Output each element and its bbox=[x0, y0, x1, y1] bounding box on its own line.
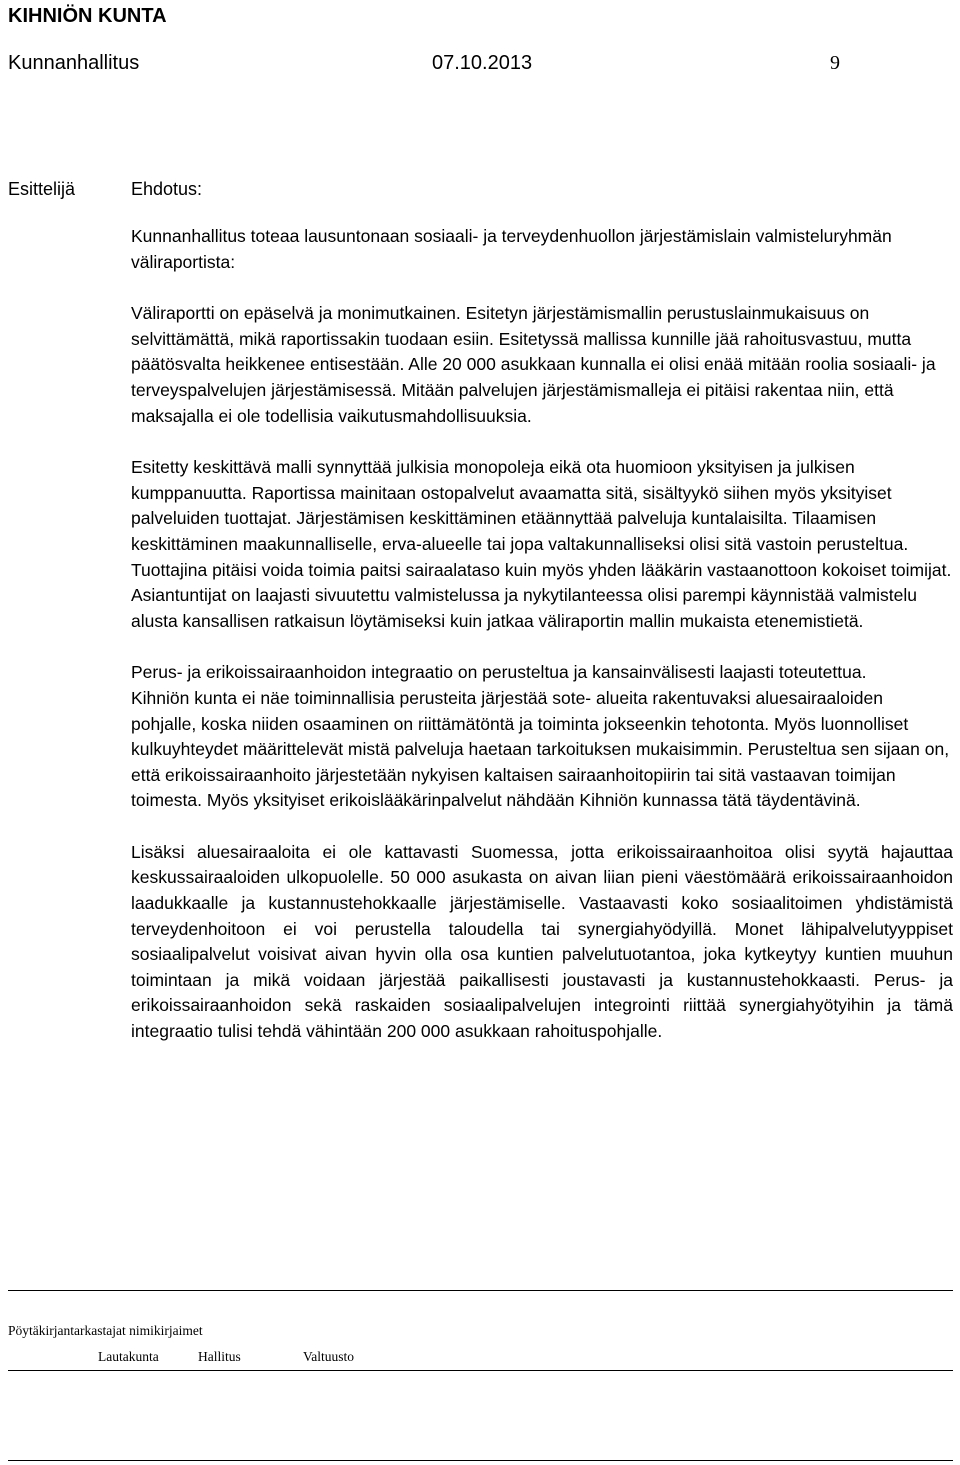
meeting-body: Kunnanhallitus bbox=[8, 52, 140, 74]
meeting-date: 07.10.2013 bbox=[432, 52, 533, 74]
paragraph-1: Väliraportti on epäselvä ja monimutkainen. Esitetyn järjestämismallin perustuslainmukaisuus on selvittämättä, mikä raportissakin tuodaan esiin. Esitetyssä mallissa kunnille jää rahoitusvastuu, mutta päätösvalta heikkenee entisestään. Alle 20 000 asukkaan kunnalla ei olisi enää mitään roolia sosiaali- ja terveyspalvelujen järjestämisessä. Mitään palvelujen järjestämismalleja ei pitäisi rakentaa niin, että maksajalla ei ole todellisia vaikutusmahdollisuuksia. bbox=[131, 303, 936, 426]
paragraph-2: Esitetty keskittävä malli synnyttää julkisia monopoleja eikä ota huomioon yksityisen ja julkisen kumppanuutta. Raportissa mainitaan ostopalvelut avaamatta sitä, sisältyykö siihen myös yksityiset palveluiden tuottajat. Järjestämisen keskittäminen etäännyttää palveluja kuntalaisilta. Tilaamisen keskittäminen maakunnalliselle, erva-alueelle tai jopa valtakunnalliseksi olisi sitä vastoin perusteltua. Tuottajina pitäisi voida toimia paitsi sairaalataso kuin myös yhden lääkärin vastaanottoon kokoiset toimijat. Asiantuntijat on laajasti sivuutettu valmistelussa ja nykytilanteessa olisi parempi käynnistää valmistelu alusta kansallisen ratkaisun löytämiseksi kuin jatkaa väliraportin mallin mukaista etenemistietä. bbox=[131, 457, 952, 631]
signature-label-valtuusto: Valtuusto bbox=[303, 1349, 355, 1364]
signature-title: Pöytäkirjantarkastajat nimikirjaimet bbox=[8, 1323, 203, 1338]
signature-label-lautakunta: Lautakunta bbox=[98, 1349, 159, 1364]
signature-bottom-rule bbox=[8, 1460, 953, 1461]
signature-top-border bbox=[8, 1290, 953, 1292]
signature-label-hallitus: Hallitus bbox=[198, 1349, 241, 1364]
intro-paragraph: Kunnanhallitus toteaa lausuntonaan sosiaali- ja terveydenhuollon järjestämislain valmisteluryhmän väliraportista: bbox=[131, 226, 892, 272]
presenter-label: Esittelijä bbox=[8, 179, 76, 199]
document-body bbox=[131, 178, 953, 1045]
organization-title: KIHNIÖN KUNTA bbox=[8, 5, 167, 27]
proposal-heading: Ehdotus: bbox=[131, 179, 203, 199]
page-number: 9 bbox=[830, 52, 840, 74]
signature-middle-rule bbox=[8, 1370, 953, 1371]
paragraph-3a: Perus- ja erikoissairaanhoidon integraatio on perusteltua ja kansainvälisesti laajasti toteutettua. bbox=[131, 662, 867, 683]
paragraph-4: Lisäksi aluesairaaloita ei ole kattavasti Suomessa, jotta erikoissairaanhoitoa olisi syytä hajauttaa keskussairaaloiden ulkopuolelle. 50 000 asukasta on aivan liian pieni väestömäärä erikoissairaanhoidon laadukkaalle ja kustannustehokkaalle järjestämiselle. Vastaavasti koko sosiaalitoimen yhdistämistä terveydenhoitoon ei voi perustella taloudella tai synergiahyödyillä. Monet lähipalvelutyyppiset sosiaalipalvelut voisivat aivan hyvin olla osa kuntien palvelutuotantoa, joka kytkeytyy kuntien muuhun toimintaan ja mikä voidaan järjestää paikallisesti joustavasti ja kustannustehokkaasti. Perus- ja erikoissairaanhoidon sekä raskaiden sosiaalipalvelujen integrointi riittää synergiahyötyihin ja tämä integraatio tulisi tehdä vähintään 200 000 asukkaan rahoituspohjalle. bbox=[131, 841, 953, 1042]
paragraph-3b: Kihniön kunta ei näe toiminnallisia perusteita järjestää sote- alueita rakentuvaksi aluesairaaloiden pohjalle, koska niiden osaaminen on riittämätöntä ja toiminta jokseenkin tehotonta. Myös luonnolliset kulkuyhteydet määrittelevät mistä palveluja haetaan tarkoituksen mukaisimmin. Perusteltua sen sijaan on, että erikoissairaanhoito järjestetään nykyisen kaltaisen sairaanhoitopiirin tai sitä vastaavan toimijan toimesta. Myös yksityiset erikoislääkärinpalvelut nähdään Kihniön kunnassa tätä täydentävinä. bbox=[131, 687, 950, 811]
